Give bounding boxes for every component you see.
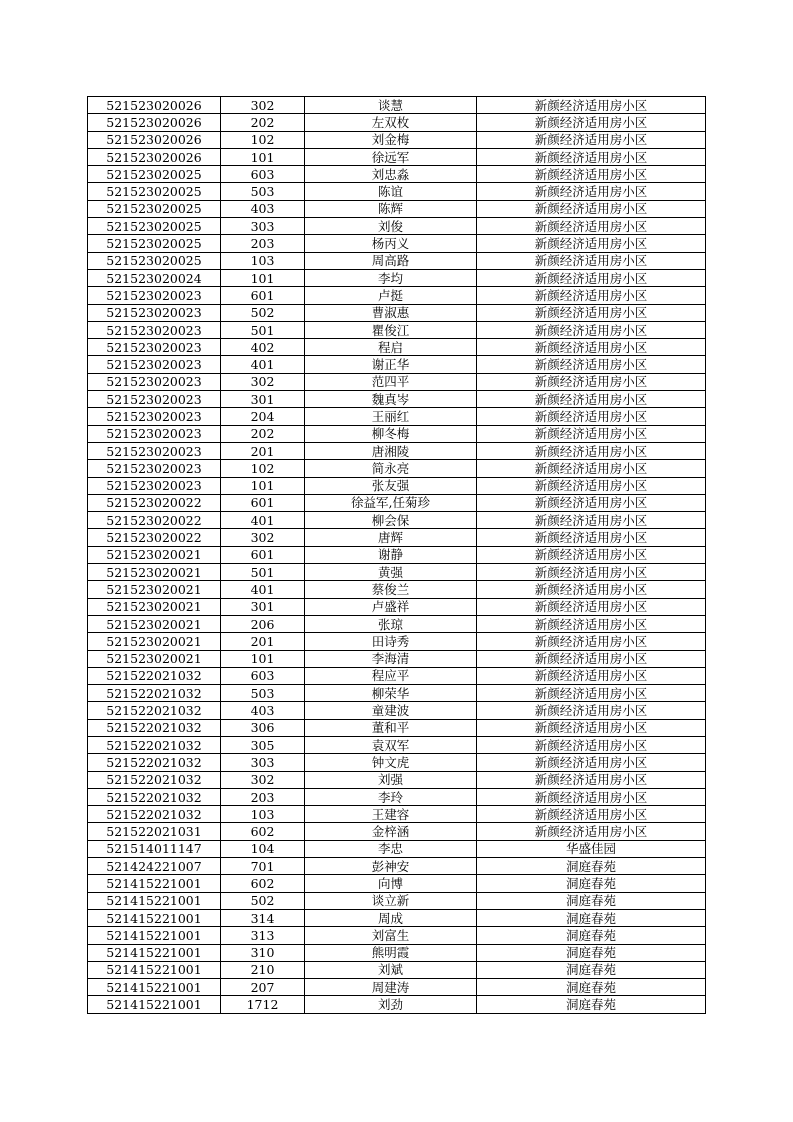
owner-name-cell: 钟文虎 xyxy=(305,754,477,771)
community-name-cell: 洞庭春苑 xyxy=(477,875,706,892)
room-number-cell: 310 xyxy=(221,944,305,961)
owner-name-cell: 左双枚 xyxy=(305,114,477,131)
community-name-cell: 洞庭春苑 xyxy=(477,909,706,926)
table-row xyxy=(88,892,706,909)
table-row xyxy=(88,754,706,771)
records-table-body xyxy=(88,97,706,1014)
room-number-cell: 502 xyxy=(221,304,305,321)
table-row xyxy=(88,615,706,632)
record-id-cell: 521415221001 xyxy=(88,927,221,944)
owner-name-cell: 刘金梅 xyxy=(305,131,477,148)
community-name-cell: 新颜经济适用房小区 xyxy=(477,252,706,269)
room-number-cell: 403 xyxy=(221,200,305,217)
data-sheet xyxy=(87,96,706,1014)
room-number-cell: 301 xyxy=(221,598,305,615)
record-id-cell: 521522021032 xyxy=(88,771,221,788)
owner-name-cell: 金梓涵 xyxy=(305,823,477,840)
owner-name-cell: 向博 xyxy=(305,875,477,892)
table-row xyxy=(88,996,706,1013)
community-name-cell: 新颜经济适用房小区 xyxy=(477,685,706,702)
room-number-cell: 103 xyxy=(221,252,305,269)
table-row xyxy=(88,944,706,961)
owner-name-cell: 曹淑惠 xyxy=(305,304,477,321)
owner-name-cell: 卢盛祥 xyxy=(305,598,477,615)
record-id-cell: 521523020023 xyxy=(88,373,221,390)
community-name-cell: 洞庭春苑 xyxy=(477,961,706,978)
room-number-cell: 102 xyxy=(221,460,305,477)
owner-name-cell: 刘俊 xyxy=(305,218,477,235)
record-id-cell: 521523020024 xyxy=(88,269,221,286)
table-row xyxy=(88,736,706,753)
room-number-cell: 601 xyxy=(221,287,305,304)
room-number-cell: 402 xyxy=(221,339,305,356)
table-row xyxy=(88,633,706,650)
community-name-cell: 新颜经济适用房小区 xyxy=(477,598,706,615)
record-id-cell: 521523020023 xyxy=(88,460,221,477)
table-row xyxy=(88,650,706,667)
owner-name-cell: 童建波 xyxy=(305,702,477,719)
room-number-cell: 403 xyxy=(221,702,305,719)
record-id-cell: 521523020023 xyxy=(88,356,221,373)
owner-name-cell: 柳会保 xyxy=(305,512,477,529)
community-name-cell: 新颜经济适用房小区 xyxy=(477,356,706,373)
room-number-cell: 210 xyxy=(221,961,305,978)
community-name-cell: 新颜经济适用房小区 xyxy=(477,148,706,165)
record-id-cell: 521523020025 xyxy=(88,235,221,252)
community-name-cell: 新颜经济适用房小区 xyxy=(477,442,706,459)
community-name-cell: 新颜经济适用房小区 xyxy=(477,564,706,581)
community-name-cell: 新颜经济适用房小区 xyxy=(477,287,706,304)
table-row xyxy=(88,477,706,494)
records-table xyxy=(87,96,706,1014)
community-name-cell: 新颜经济适用房小区 xyxy=(477,166,706,183)
room-number-cell: 502 xyxy=(221,892,305,909)
record-id-cell: 521415221001 xyxy=(88,961,221,978)
record-id-cell: 521415221001 xyxy=(88,944,221,961)
table-row xyxy=(88,183,706,200)
room-number-cell: 302 xyxy=(221,97,305,114)
record-id-cell: 521523020022 xyxy=(88,494,221,511)
community-name-cell: 新颜经济适用房小区 xyxy=(477,477,706,494)
record-id-cell: 521523020025 xyxy=(88,218,221,235)
room-number-cell: 101 xyxy=(221,148,305,165)
table-row xyxy=(88,719,706,736)
community-name-cell: 新颜经济适用房小区 xyxy=(477,304,706,321)
room-number-cell: 101 xyxy=(221,477,305,494)
owner-name-cell: 杨丙义 xyxy=(305,235,477,252)
record-id-cell: 521523020026 xyxy=(88,148,221,165)
owner-name-cell: 魏真岑 xyxy=(305,391,477,408)
owner-name-cell: 徐远军 xyxy=(305,148,477,165)
record-id-cell: 521523020025 xyxy=(88,252,221,269)
community-name-cell: 新颜经济适用房小区 xyxy=(477,494,706,511)
community-name-cell: 新颜经济适用房小区 xyxy=(477,269,706,286)
record-id-cell: 521523020023 xyxy=(88,391,221,408)
room-number-cell: 314 xyxy=(221,909,305,926)
owner-name-cell: 唐湘陵 xyxy=(305,442,477,459)
room-number-cell: 207 xyxy=(221,979,305,996)
community-name-cell: 新颜经济适用房小区 xyxy=(477,391,706,408)
room-number-cell: 101 xyxy=(221,650,305,667)
room-number-cell: 503 xyxy=(221,183,305,200)
record-id-cell: 521522021032 xyxy=(88,754,221,771)
record-id-cell: 521522021032 xyxy=(88,667,221,684)
room-number-cell: 602 xyxy=(221,823,305,840)
table-row xyxy=(88,494,706,511)
owner-name-cell: 刘劲 xyxy=(305,996,477,1013)
record-id-cell: 521522021032 xyxy=(88,702,221,719)
owner-name-cell: 蔡俊兰 xyxy=(305,581,477,598)
community-name-cell: 新颜经济适用房小区 xyxy=(477,512,706,529)
table-row xyxy=(88,200,706,217)
record-id-cell: 521523020023 xyxy=(88,442,221,459)
table-row xyxy=(88,961,706,978)
record-id-cell: 521415221001 xyxy=(88,892,221,909)
table-row xyxy=(88,97,706,114)
owner-name-cell: 王丽红 xyxy=(305,408,477,425)
community-name-cell: 新颜经济适用房小区 xyxy=(477,425,706,442)
community-name-cell: 新颜经济适用房小区 xyxy=(477,650,706,667)
community-name-cell: 洞庭春苑 xyxy=(477,979,706,996)
community-name-cell: 新颜经济适用房小区 xyxy=(477,131,706,148)
table-row xyxy=(88,546,706,563)
room-number-cell: 303 xyxy=(221,218,305,235)
owner-name-cell: 袁双军 xyxy=(305,736,477,753)
room-number-cell: 201 xyxy=(221,633,305,650)
community-name-cell: 新颜经济适用房小区 xyxy=(477,529,706,546)
table-row xyxy=(88,148,706,165)
community-name-cell: 新颜经济适用房小区 xyxy=(477,114,706,131)
record-id-cell: 521523020025 xyxy=(88,200,221,217)
community-name-cell: 新颜经济适用房小区 xyxy=(477,788,706,805)
owner-name-cell: 程启 xyxy=(305,339,477,356)
room-number-cell: 601 xyxy=(221,494,305,511)
room-number-cell: 302 xyxy=(221,373,305,390)
owner-name-cell: 谈慧 xyxy=(305,97,477,114)
room-number-cell: 401 xyxy=(221,581,305,598)
room-number-cell: 701 xyxy=(221,858,305,875)
room-number-cell: 202 xyxy=(221,114,305,131)
owner-name-cell: 田诗秀 xyxy=(305,633,477,650)
owner-name-cell: 熊明霞 xyxy=(305,944,477,961)
owner-name-cell: 彭神安 xyxy=(305,858,477,875)
room-number-cell: 603 xyxy=(221,667,305,684)
community-name-cell: 新颜经济适用房小区 xyxy=(477,736,706,753)
record-id-cell: 521523020026 xyxy=(88,97,221,114)
record-id-cell: 521523020023 xyxy=(88,304,221,321)
record-id-cell: 521522021032 xyxy=(88,719,221,736)
room-number-cell: 102 xyxy=(221,131,305,148)
table-row xyxy=(88,252,706,269)
record-id-cell: 521523020023 xyxy=(88,408,221,425)
table-row xyxy=(88,391,706,408)
record-id-cell: 521522021032 xyxy=(88,736,221,753)
record-id-cell: 521523020021 xyxy=(88,598,221,615)
table-row xyxy=(88,823,706,840)
record-id-cell: 521523020021 xyxy=(88,650,221,667)
record-id-cell: 521523020023 xyxy=(88,321,221,338)
table-row xyxy=(88,287,706,304)
owner-name-cell: 瞿俊江 xyxy=(305,321,477,338)
room-number-cell: 602 xyxy=(221,875,305,892)
owner-name-cell: 王建容 xyxy=(305,806,477,823)
table-row xyxy=(88,339,706,356)
record-id-cell: 521523020021 xyxy=(88,581,221,598)
owner-name-cell: 谢正华 xyxy=(305,356,477,373)
community-name-cell: 新颜经济适用房小区 xyxy=(477,97,706,114)
record-id-cell: 521415221001 xyxy=(88,875,221,892)
table-row xyxy=(88,564,706,581)
record-id-cell: 521424221007 xyxy=(88,858,221,875)
table-row xyxy=(88,598,706,615)
owner-name-cell: 谢静 xyxy=(305,546,477,563)
room-number-cell: 313 xyxy=(221,927,305,944)
owner-name-cell: 周成 xyxy=(305,909,477,926)
room-number-cell: 302 xyxy=(221,529,305,546)
community-name-cell: 洞庭春苑 xyxy=(477,892,706,909)
community-name-cell: 洞庭春苑 xyxy=(477,996,706,1013)
community-name-cell: 新颜经济适用房小区 xyxy=(477,235,706,252)
community-name-cell: 新颜经济适用房小区 xyxy=(477,183,706,200)
table-row xyxy=(88,702,706,719)
record-id-cell: 521523020025 xyxy=(88,183,221,200)
table-row xyxy=(88,806,706,823)
table-row xyxy=(88,321,706,338)
owner-name-cell: 简永亮 xyxy=(305,460,477,477)
community-name-cell: 洞庭春苑 xyxy=(477,858,706,875)
table-row xyxy=(88,581,706,598)
community-name-cell: 华盛佳园 xyxy=(477,840,706,857)
table-row xyxy=(88,166,706,183)
room-number-cell: 301 xyxy=(221,391,305,408)
table-row xyxy=(88,979,706,996)
room-number-cell: 201 xyxy=(221,442,305,459)
record-id-cell: 521523020026 xyxy=(88,131,221,148)
table-row xyxy=(88,425,706,442)
table-row xyxy=(88,408,706,425)
record-id-cell: 521415221001 xyxy=(88,909,221,926)
community-name-cell: 新颜经济适用房小区 xyxy=(477,339,706,356)
room-number-cell: 401 xyxy=(221,512,305,529)
record-id-cell: 521522021032 xyxy=(88,806,221,823)
owner-name-cell: 陈辉 xyxy=(305,200,477,217)
record-id-cell: 521523020022 xyxy=(88,529,221,546)
room-number-cell: 401 xyxy=(221,356,305,373)
room-number-cell: 204 xyxy=(221,408,305,425)
table-row xyxy=(88,685,706,702)
room-number-cell: 305 xyxy=(221,736,305,753)
owner-name-cell: 刘忠淼 xyxy=(305,166,477,183)
owner-name-cell: 张琼 xyxy=(305,615,477,632)
room-number-cell: 1712 xyxy=(221,996,305,1013)
table-row xyxy=(88,771,706,788)
record-id-cell: 521523020021 xyxy=(88,564,221,581)
community-name-cell: 新颜经济适用房小区 xyxy=(477,408,706,425)
table-row xyxy=(88,373,706,390)
owner-name-cell: 李海清 xyxy=(305,650,477,667)
table-row xyxy=(88,304,706,321)
table-row xyxy=(88,512,706,529)
table-row xyxy=(88,909,706,926)
community-name-cell: 新颜经济适用房小区 xyxy=(477,702,706,719)
room-number-cell: 601 xyxy=(221,546,305,563)
table-row xyxy=(88,442,706,459)
record-id-cell: 521523020023 xyxy=(88,287,221,304)
community-name-cell: 新颜经济适用房小区 xyxy=(477,823,706,840)
record-id-cell: 521522021031 xyxy=(88,823,221,840)
owner-name-cell: 周建涛 xyxy=(305,979,477,996)
community-name-cell: 新颜经济适用房小区 xyxy=(477,218,706,235)
community-name-cell: 新颜经济适用房小区 xyxy=(477,719,706,736)
owner-name-cell: 张友强 xyxy=(305,477,477,494)
table-row xyxy=(88,218,706,235)
table-row xyxy=(88,460,706,477)
owner-name-cell: 谈立新 xyxy=(305,892,477,909)
community-name-cell: 新颜经济适用房小区 xyxy=(477,771,706,788)
table-row xyxy=(88,875,706,892)
community-name-cell: 新颜经济适用房小区 xyxy=(477,754,706,771)
record-id-cell: 521522021032 xyxy=(88,685,221,702)
record-id-cell: 521415221001 xyxy=(88,979,221,996)
record-id-cell: 521523020021 xyxy=(88,546,221,563)
room-number-cell: 501 xyxy=(221,564,305,581)
room-number-cell: 302 xyxy=(221,771,305,788)
record-id-cell: 521523020023 xyxy=(88,477,221,494)
record-id-cell: 521514011147 xyxy=(88,840,221,857)
owner-name-cell: 程应平 xyxy=(305,667,477,684)
room-number-cell: 203 xyxy=(221,788,305,805)
community-name-cell: 新颜经济适用房小区 xyxy=(477,667,706,684)
table-row xyxy=(88,840,706,857)
room-number-cell: 306 xyxy=(221,719,305,736)
community-name-cell: 新颜经济适用房小区 xyxy=(477,633,706,650)
record-id-cell: 521415221001 xyxy=(88,996,221,1013)
record-id-cell: 521523020026 xyxy=(88,114,221,131)
room-number-cell: 103 xyxy=(221,806,305,823)
owner-name-cell: 李忠 xyxy=(305,840,477,857)
owner-name-cell: 徐益军,任菊珍 xyxy=(305,494,477,511)
owner-name-cell: 柳冬梅 xyxy=(305,425,477,442)
table-row xyxy=(88,927,706,944)
community-name-cell: 新颜经济适用房小区 xyxy=(477,581,706,598)
table-row xyxy=(88,269,706,286)
room-number-cell: 503 xyxy=(221,685,305,702)
owner-name-cell: 刘强 xyxy=(305,771,477,788)
owner-name-cell: 刘富生 xyxy=(305,927,477,944)
community-name-cell: 洞庭春苑 xyxy=(477,927,706,944)
community-name-cell: 新颜经济适用房小区 xyxy=(477,321,706,338)
community-name-cell: 新颜经济适用房小区 xyxy=(477,373,706,390)
community-name-cell: 新颜经济适用房小区 xyxy=(477,546,706,563)
owner-name-cell: 李玲 xyxy=(305,788,477,805)
table-row xyxy=(88,131,706,148)
community-name-cell: 新颜经济适用房小区 xyxy=(477,806,706,823)
table-row xyxy=(88,858,706,875)
record-id-cell: 521523020025 xyxy=(88,166,221,183)
community-name-cell: 新颜经济适用房小区 xyxy=(477,200,706,217)
room-number-cell: 101 xyxy=(221,269,305,286)
table-row xyxy=(88,667,706,684)
table-row xyxy=(88,529,706,546)
owner-name-cell: 陈谊 xyxy=(305,183,477,200)
record-id-cell: 521523020021 xyxy=(88,633,221,650)
record-id-cell: 521523020022 xyxy=(88,512,221,529)
owner-name-cell: 周高路 xyxy=(305,252,477,269)
record-id-cell: 521523020023 xyxy=(88,425,221,442)
room-number-cell: 202 xyxy=(221,425,305,442)
record-id-cell: 521522021032 xyxy=(88,788,221,805)
room-number-cell: 104 xyxy=(221,840,305,857)
owner-name-cell: 卢挺 xyxy=(305,287,477,304)
community-name-cell: 新颜经济适用房小区 xyxy=(477,460,706,477)
room-number-cell: 206 xyxy=(221,615,305,632)
table-row xyxy=(88,235,706,252)
table-row xyxy=(88,356,706,373)
owner-name-cell: 刘斌 xyxy=(305,961,477,978)
room-number-cell: 303 xyxy=(221,754,305,771)
owner-name-cell: 唐辉 xyxy=(305,529,477,546)
room-number-cell: 603 xyxy=(221,166,305,183)
room-number-cell: 203 xyxy=(221,235,305,252)
room-number-cell: 501 xyxy=(221,321,305,338)
owner-name-cell: 李均 xyxy=(305,269,477,286)
community-name-cell: 洞庭春苑 xyxy=(477,944,706,961)
table-row xyxy=(88,788,706,805)
owner-name-cell: 黄强 xyxy=(305,564,477,581)
record-id-cell: 521523020021 xyxy=(88,615,221,632)
table-row xyxy=(88,114,706,131)
owner-name-cell: 董和平 xyxy=(305,719,477,736)
record-id-cell: 521523020023 xyxy=(88,339,221,356)
owner-name-cell: 柳荣华 xyxy=(305,685,477,702)
community-name-cell: 新颜经济适用房小区 xyxy=(477,615,706,632)
owner-name-cell: 范四平 xyxy=(305,373,477,390)
